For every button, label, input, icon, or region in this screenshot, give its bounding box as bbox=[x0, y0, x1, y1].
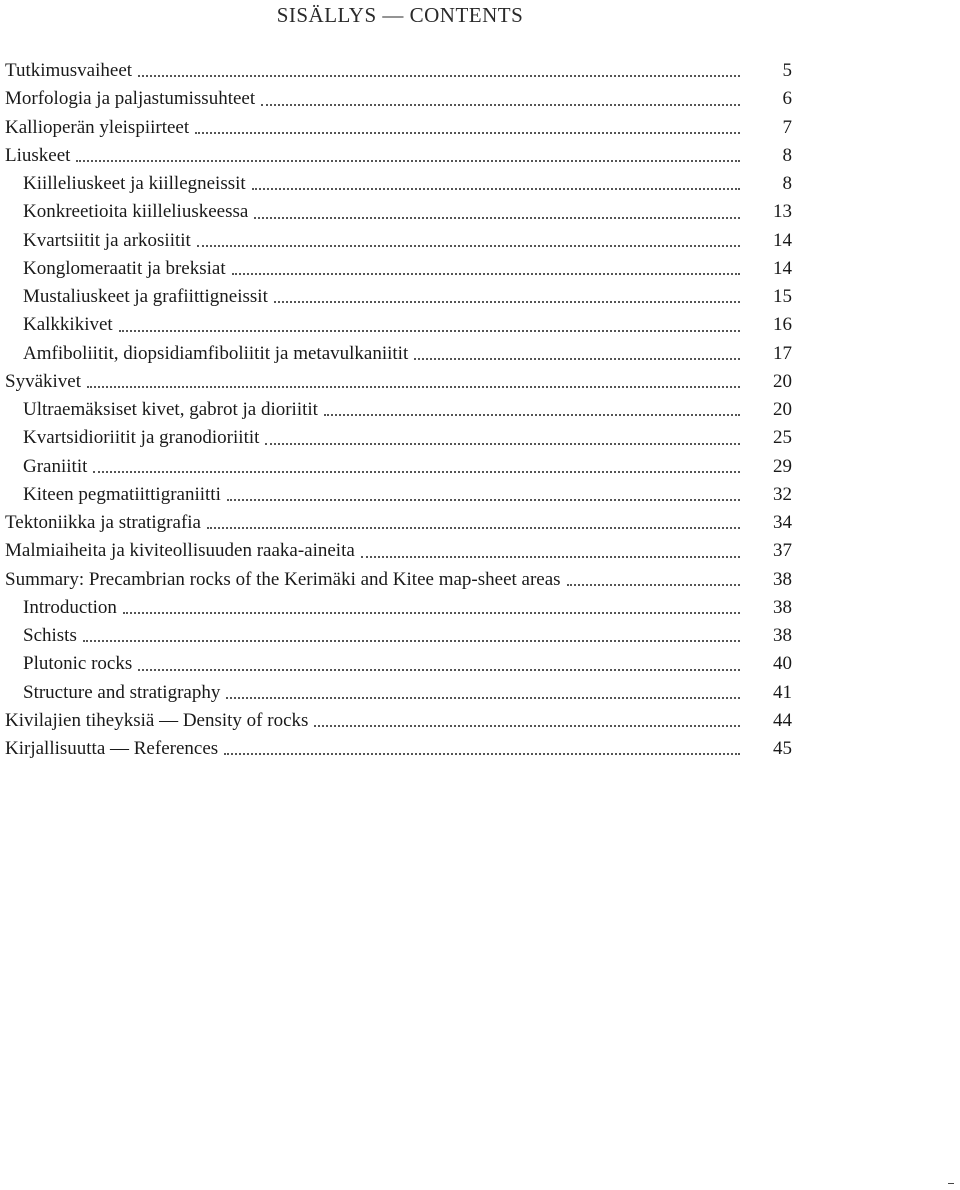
toc-entry bbox=[5, 198, 792, 226]
toc-entry bbox=[5, 735, 792, 763]
toc-entry-page-number: 37 bbox=[773, 540, 792, 562]
toc-entry-title: Tektoniikka ja stratigrafia bbox=[5, 512, 201, 533]
toc-entry-page-number: 41 bbox=[773, 681, 792, 703]
toc-entry-title: Ultraemäksiset kivet, gabrot ja dioriitit bbox=[23, 399, 318, 420]
toc-entry-page-number: 5 bbox=[782, 60, 792, 81]
toc-entry bbox=[5, 453, 792, 481]
toc-entry-title: Kallioperän yleispiirteet bbox=[5, 116, 190, 138]
dot-leader bbox=[324, 414, 740, 416]
toc-entry-page-number: 38 bbox=[773, 568, 792, 590]
toc-entry-page-number: 38 bbox=[773, 625, 792, 646]
toc-entry-title: Kirjallisuutta — References bbox=[5, 738, 219, 759]
page-edge-mark bbox=[948, 1183, 954, 1184]
dot-leader bbox=[361, 556, 740, 558]
toc-entry-page-number: 40 bbox=[773, 653, 792, 675]
dot-leader bbox=[314, 725, 740, 727]
toc-entry bbox=[5, 594, 792, 622]
dot-leader bbox=[227, 499, 740, 501]
toc-entry-page-number: 34 bbox=[773, 512, 792, 533]
toc-entry-title: Kivilajien tiheyksiä — Density of rocks bbox=[5, 709, 309, 731]
toc-entry-page-number: 17 bbox=[773, 342, 792, 364]
dot-leader bbox=[76, 160, 740, 162]
toc-entry-title: Konglomeraatit ja breksiat bbox=[23, 257, 226, 279]
dot-leader bbox=[83, 640, 740, 642]
toc-entry bbox=[5, 311, 792, 339]
toc-entry-title: Structure and stratigraphy bbox=[23, 681, 221, 703]
dot-leader bbox=[93, 471, 740, 473]
toc-entry-title: Kvartsidioriitit ja granodioriitit bbox=[23, 427, 260, 449]
toc-entry-page-number: 16 bbox=[773, 314, 792, 336]
toc-entry bbox=[5, 424, 792, 452]
toc-entry bbox=[5, 255, 792, 283]
toc-entry-title: Introduction bbox=[23, 596, 117, 618]
dot-leader bbox=[138, 75, 740, 77]
toc-entry bbox=[5, 481, 792, 509]
toc-entry-title: Liuskeet bbox=[5, 144, 71, 166]
dot-leader bbox=[207, 527, 740, 529]
table-of-contents bbox=[5, 57, 792, 763]
toc-entry-title: Kiilleliuskeet ja kiillegneissit bbox=[23, 173, 246, 194]
toc-entry-title: Schists bbox=[23, 625, 77, 646]
toc-entry-title: Kiteen pegmatiittigraniitti bbox=[23, 483, 221, 505]
toc-entry bbox=[5, 566, 792, 594]
toc-entry-title: Mustaliuskeet ja grafiittigneissit bbox=[23, 286, 268, 307]
dot-leader bbox=[138, 669, 740, 671]
toc-entry bbox=[5, 57, 792, 85]
toc-entry-page-number: 6 bbox=[782, 88, 792, 110]
dot-leader bbox=[119, 330, 740, 332]
toc-entry-page-number: 8 bbox=[782, 144, 792, 166]
toc-entry bbox=[5, 679, 792, 707]
toc-entry bbox=[5, 368, 792, 396]
toc-entry-title: Malmiaiheita ja kiviteollisuuden raaka-aineita bbox=[5, 540, 355, 562]
dot-leader bbox=[226, 697, 740, 699]
toc-entry bbox=[5, 283, 792, 311]
toc-entry-title: Amfiboliitit, diopsidiamfiboliitit ja metavulkaniitit bbox=[23, 342, 409, 364]
dot-leader bbox=[197, 245, 740, 247]
dot-leader bbox=[87, 386, 740, 388]
toc-entry bbox=[5, 340, 792, 368]
toc-entry-title: Kalkkikivet bbox=[23, 314, 113, 336]
toc-entry-title: Tutkimusvaiheet bbox=[5, 60, 133, 81]
toc-entry-page-number: 20 bbox=[773, 370, 792, 392]
toc-entry-page-number: 13 bbox=[773, 201, 792, 223]
toc-entry-title: Syväkivet bbox=[5, 370, 81, 392]
dot-leader bbox=[254, 217, 740, 219]
dot-leader bbox=[232, 273, 740, 275]
toc-entry-page-number: 14 bbox=[773, 229, 792, 251]
toc-entry-title: Plutonic rocks bbox=[23, 653, 133, 675]
dot-leader bbox=[195, 132, 740, 134]
toc-entry-title: Kvartsiitit ja arkosiitit bbox=[23, 229, 191, 251]
dot-leader bbox=[265, 443, 740, 445]
toc-entry bbox=[5, 114, 792, 142]
page-title: SISÄLLYS — CONTENTS bbox=[276, 3, 524, 27]
dot-leader bbox=[123, 612, 740, 614]
toc-entry-page-number: 44 bbox=[773, 709, 792, 731]
toc-entry bbox=[5, 85, 792, 113]
toc-entry bbox=[5, 537, 792, 565]
dot-leader bbox=[567, 584, 740, 586]
dot-leader bbox=[224, 753, 740, 755]
toc-entry bbox=[5, 227, 792, 255]
dot-leader bbox=[274, 301, 740, 303]
toc-entry-title: Graniitit bbox=[23, 455, 88, 477]
toc-entry-page-number: 15 bbox=[773, 286, 792, 307]
toc-entry bbox=[5, 509, 792, 537]
toc-entry bbox=[5, 650, 792, 678]
toc-entry-page-number: 7 bbox=[782, 116, 792, 138]
toc-entry bbox=[5, 707, 792, 735]
toc-entry-title: Konkreetioita kiilleliuskeessa bbox=[23, 201, 249, 223]
dot-leader bbox=[252, 188, 740, 190]
toc-entry-page-number: 25 bbox=[773, 427, 792, 449]
toc-entry-page-number: 29 bbox=[773, 455, 792, 477]
toc-entry-page-number: 32 bbox=[773, 483, 792, 505]
toc-entry bbox=[5, 622, 792, 650]
toc-entry-title: Morfologia ja paljastumissuhteet bbox=[5, 88, 256, 110]
toc-entry bbox=[5, 396, 792, 424]
dot-leader bbox=[261, 104, 740, 106]
toc-entry bbox=[5, 170, 792, 198]
dot-leader bbox=[414, 358, 740, 360]
toc-entry-page-number: 8 bbox=[782, 173, 792, 194]
toc-entry-page-number: 45 bbox=[773, 738, 792, 759]
toc-entry bbox=[5, 142, 792, 170]
toc-entry-title: Summary: Precambrian rocks of the Kerimäki and Kitee map-sheet areas bbox=[5, 568, 561, 590]
toc-entry-page-number: 38 bbox=[773, 596, 792, 618]
toc-entry-page-number: 20 bbox=[773, 399, 792, 420]
toc-entry-page-number: 14 bbox=[773, 257, 792, 279]
